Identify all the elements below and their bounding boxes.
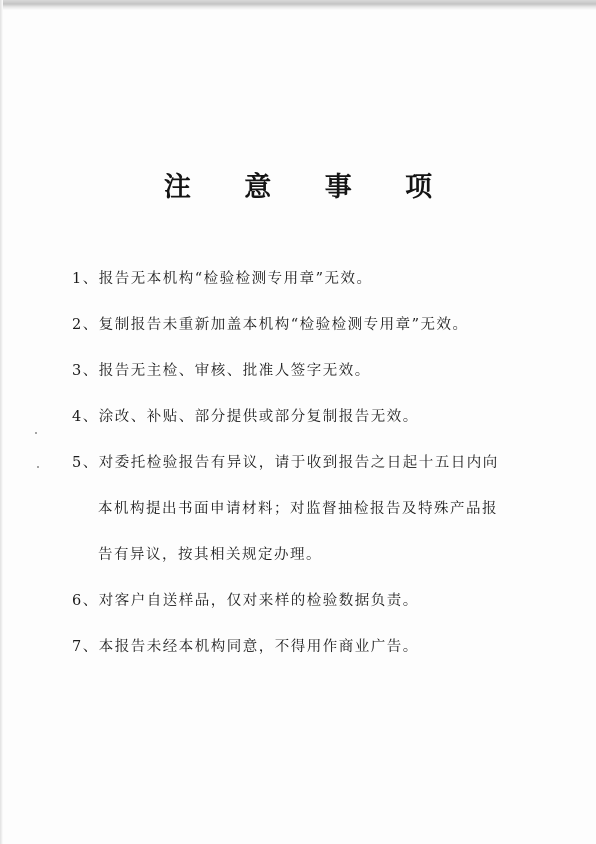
notice-text: 报告无本机构“检验检测专用章”无效。	[98, 271, 373, 287]
notice-number: 7、	[72, 639, 99, 655]
notice-text: 复制报告未重新加盖本机构“检验检测专用章”无效。	[98, 317, 469, 333]
notice-text: 本机构提出书面申请材料；对监督抽检报告及特殊产品报	[98, 501, 498, 517]
notice-text: 对委托检验报告有异议，请于收到报告之日起十五日内向	[98, 455, 499, 471]
notice-number: 3、	[72, 363, 99, 379]
scan-top-edge	[0, 0, 596, 10]
notice-item-4	[72, 394, 542, 440]
notice-number: 2、	[72, 317, 99, 333]
notice-text: 本报告未经本机构同意，不得用作商业广告。	[98, 639, 419, 655]
notice-item-5	[72, 440, 542, 486]
notice-text: 告有异议，按其相关规定办理。	[98, 547, 322, 563]
notice-item-1	[72, 256, 542, 302]
scan-speck	[37, 466, 39, 468]
scan-speck	[35, 432, 37, 434]
scan-left-edge	[0, 0, 3, 844]
notice-number: 6、	[72, 593, 99, 609]
notice-text: 对客户自送样品，仅对来样的检验数据负责。	[98, 593, 419, 609]
notice-text: 涂改、补贴、部分提供或部分复制报告无效。	[98, 409, 419, 425]
notice-number: 1、	[72, 271, 99, 287]
notice-item-7	[72, 624, 542, 670]
notice-item-2	[72, 302, 542, 348]
notice-item-5-continued	[72, 486, 542, 532]
notice-item-5-continued	[72, 532, 542, 578]
notice-item-3	[72, 348, 542, 394]
notice-item-6	[72, 578, 542, 624]
notice-number-spacer	[72, 486, 98, 532]
page-title: 注 意 事 项	[163, 172, 455, 203]
notice-number: 4、	[72, 409, 99, 425]
notice-number: 5、	[72, 455, 99, 471]
notice-number-spacer	[72, 532, 98, 578]
notice-list	[72, 256, 542, 670]
notice-text: 报告无主检、审核、批准人签字无效。	[98, 363, 371, 379]
